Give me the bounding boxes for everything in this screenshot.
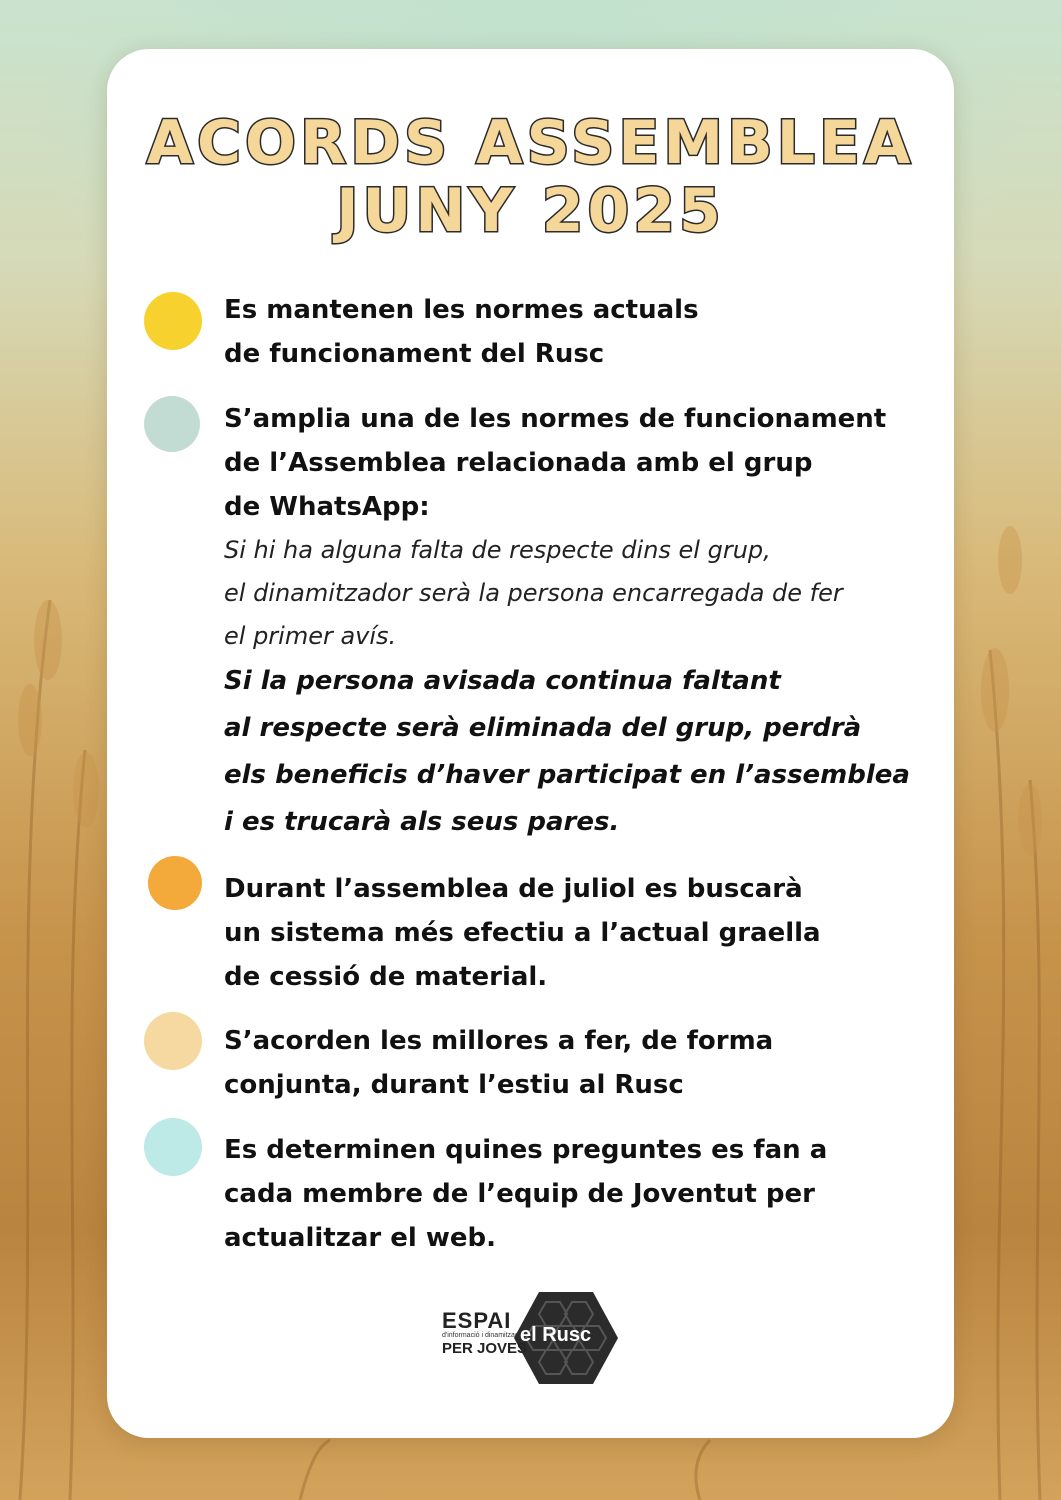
item-note-line: el dinamitzador serà la persona encarregada de fer bbox=[224, 579, 843, 607]
bullet-dot-yellow-icon bbox=[144, 292, 202, 350]
logo-per-joves-text: PER JOVES bbox=[442, 1340, 528, 1357]
item-line: S’acorden les millores a fer, de forma bbox=[224, 1026, 774, 1056]
bullet-dot-sage-icon bbox=[144, 396, 200, 452]
item-line: S’amplia una de les normes de funcionament bbox=[224, 404, 887, 434]
item-line: de l’Assemblea relacionada amb el grup bbox=[224, 448, 813, 478]
agreement-item-3 bbox=[224, 867, 924, 999]
item-line: conjunta, durant l’estiu al Rusc bbox=[224, 1070, 684, 1100]
item-line: de WhatsApp: bbox=[224, 492, 430, 522]
item-line: un sistema més efectiu a l’actual graella bbox=[224, 918, 821, 948]
item-line: cada membre de l’equip de Joventut per bbox=[224, 1179, 815, 1209]
logo-espai-text: ESPAI bbox=[442, 1308, 512, 1333]
bullet-dot-cream-icon bbox=[144, 1012, 202, 1070]
logo-rusc-text: el Rusc bbox=[520, 1324, 592, 1346]
item-emphasis-line: els beneficis d’haver participat en l’assemblea bbox=[224, 760, 910, 790]
item-line: de funcionament del Rusc bbox=[224, 339, 605, 369]
agreement-item-2 bbox=[224, 397, 924, 846]
item-emphasis-line: al respecte serà eliminada del grup, perdrà bbox=[224, 713, 862, 743]
item-note-line: el primer avís. bbox=[224, 622, 397, 650]
page-title: ACORDS ASSEMBLEA bbox=[146, 108, 915, 178]
item-line: Es mantenen les normes actuals bbox=[224, 295, 699, 325]
item-emphasis-line: i es trucarà als seus pares. bbox=[224, 807, 620, 837]
bullet-dot-aqua-icon bbox=[144, 1118, 202, 1176]
item-emphasis-line: Si la persona avisada continua faltant bbox=[224, 666, 781, 696]
page-subtitle: JUNY 2025 bbox=[336, 176, 725, 246]
item-note-line: Si hi ha alguna falta de respecte dins el grup, bbox=[224, 536, 771, 564]
agreement-item-1 bbox=[224, 288, 924, 376]
agreement-item-5 bbox=[224, 1128, 924, 1260]
espai-el-rusc-logo bbox=[440, 1290, 620, 1386]
item-line: de cessió de material. bbox=[224, 962, 548, 992]
agreement-item-4 bbox=[224, 1019, 924, 1107]
logo-subtitle-text: d'informació i dinamització bbox=[442, 1332, 524, 1339]
item-line: Es determinen quines preguntes es fan a bbox=[224, 1135, 828, 1165]
item-line: Durant l’assemblea de juliol es buscarà bbox=[224, 874, 803, 904]
bullet-dot-orange-icon bbox=[148, 856, 202, 910]
item-line: actualitzar el web. bbox=[224, 1223, 496, 1253]
